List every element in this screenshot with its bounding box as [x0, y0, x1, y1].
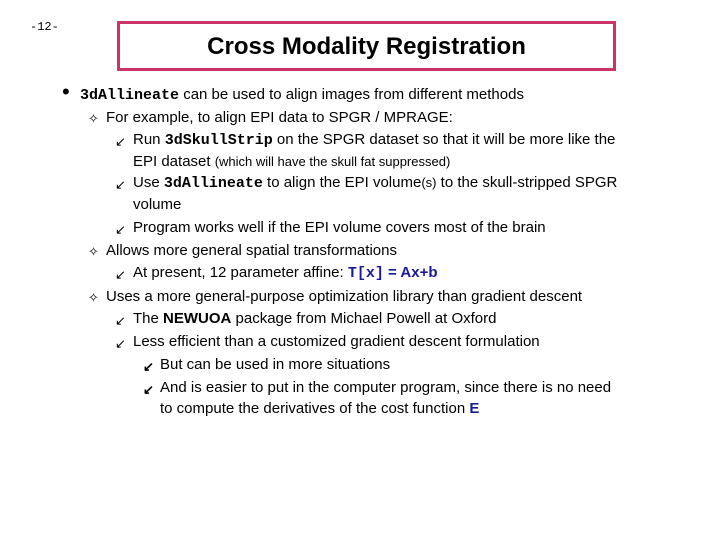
bold-arrow-bullet-icon: ↙: [143, 359, 154, 374]
arrow-bullet-icon: ↙: [115, 336, 126, 351]
diamond-bullet-icon: ✧: [88, 111, 99, 126]
text-use: Use: [133, 174, 164, 191]
formula-tx: T[x]: [347, 265, 384, 282]
bullet-l2-transformations: Allows more general spatial transformations: [106, 242, 397, 259]
text-the: The: [133, 310, 164, 327]
title-box: [117, 21, 616, 71]
text-post-small: (s): [421, 175, 437, 190]
bullet-l3-use-allineate: [133, 174, 617, 193]
code-3dskullstrip: 3dSkullStrip: [164, 132, 273, 149]
bullet-l2-example: For example, to align EPI data to SPGR / MPRAGE:: [106, 109, 453, 126]
bullet-l3-newuoa: [133, 310, 496, 328]
formula-rest: = Ax+b: [383, 264, 438, 281]
text-derivatives: to compute the derivatives of the cost function: [160, 400, 470, 417]
var-e: E: [469, 400, 480, 417]
bullet-l3-skullstrip: [133, 131, 615, 150]
bold-arrow-bullet-icon: ↙: [143, 382, 154, 397]
page-title: Cross Modality Registration: [207, 33, 526, 60]
arrow-bullet-icon: ↙: [115, 267, 126, 282]
diamond-bullet-icon: ✧: [88, 290, 99, 305]
diamond-bullet-icon: ✧: [88, 244, 99, 259]
bullet-l3-program-works: Program works well if the EPI volume covers most of the brain: [133, 219, 546, 236]
text-post: to align the EPI volume: [262, 174, 422, 191]
page-number: -12-: [30, 20, 59, 34]
bullet-l3-use-allineate-cont: volume: [133, 196, 182, 213]
text-run: Run: [133, 131, 165, 148]
text-affine: At present, 12 parameter affine:: [133, 264, 348, 281]
arrow-bullet-icon: ↙: [115, 313, 126, 328]
text-cont: EPI dataset: [133, 153, 215, 170]
bullet-dot-icon: •: [62, 79, 70, 104]
bullet-l4-easier: And is easier to put in the computer program, since there is no need: [160, 379, 612, 396]
bullet-l2-optimization: Uses a more general-purpose optimization library than gradient descent: [106, 288, 583, 305]
bullet-l3-skullstrip-cont: [133, 153, 450, 171]
code-3dallineate-2: 3dAllineate: [163, 175, 263, 192]
arrow-bullet-icon: ↙: [115, 177, 126, 192]
bullet-l3-affine: [133, 264, 438, 283]
bullet-l4-easier-cont: [160, 400, 479, 418]
bullet-l4-more-situations: But can be used in more situations: [160, 356, 391, 373]
bullet-l3-less-efficient: Less efficient than a customized gradient descent formulation: [133, 333, 540, 350]
code-3dallineate: 3dAllineate: [80, 87, 180, 104]
text-post: on the SPGR dataset so that it will be more like the: [272, 131, 616, 148]
text-cont-small: (which will have the skull fat suppressed): [214, 154, 451, 169]
bullet-text: can be used to align images from different methods: [179, 86, 524, 103]
arrow-bullet-icon: ↙: [115, 222, 126, 237]
text-package: package from Michael Powell at Oxford: [231, 310, 497, 327]
text-newuoa: NEWUOA: [163, 310, 232, 327]
text-post2: to the skull-stripped SPGR: [436, 174, 618, 191]
bullet-l1-allineate: [80, 86, 524, 105]
arrow-bullet-icon: ↙: [115, 134, 126, 149]
